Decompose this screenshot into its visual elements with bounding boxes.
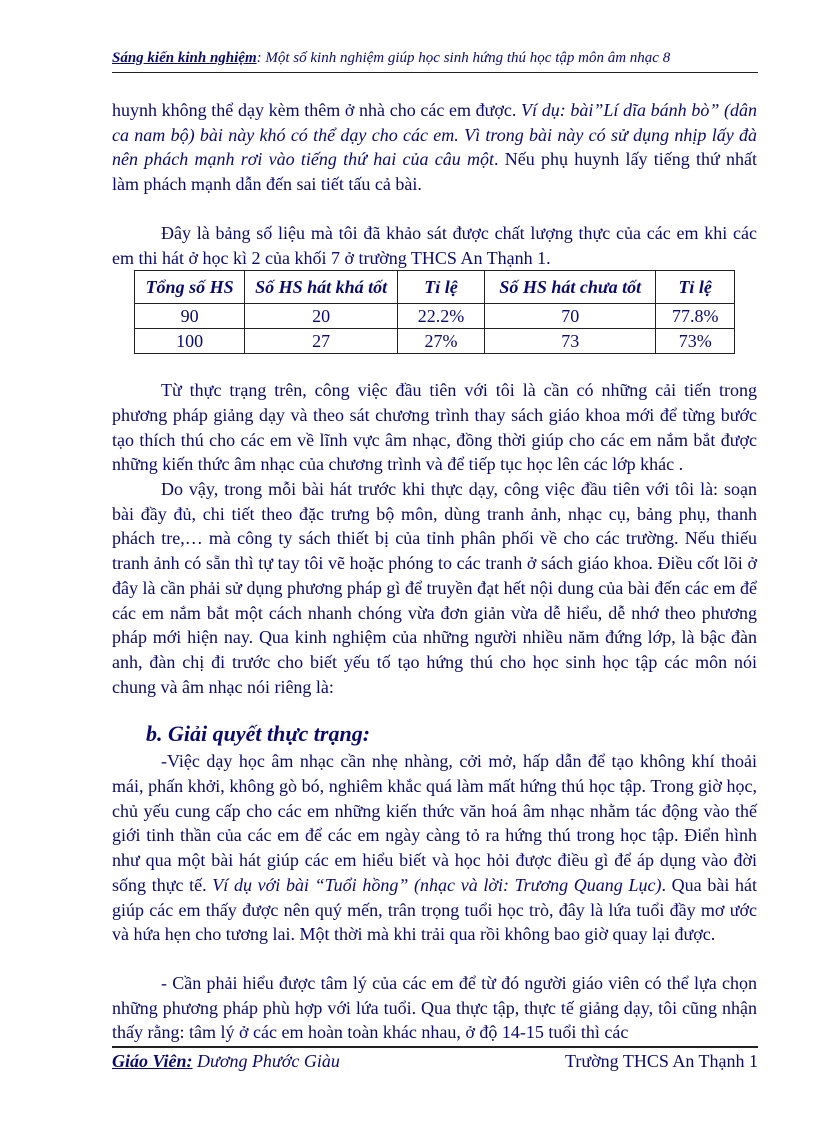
col-header: Tỉ lệ — [398, 271, 485, 304]
footer-rule — [112, 1046, 758, 1048]
footer-label: Giáo Viên: — [112, 1051, 193, 1071]
table-cell: 77.8% — [656, 304, 735, 329]
table-row — [135, 329, 735, 354]
p1-text: huynh không thể dạy kèm thêm ở nhà cho các em được. — [112, 100, 522, 120]
teacher-name: Dương Phước Giàu — [192, 1051, 340, 1071]
col-header: Tỉ lệ — [656, 271, 735, 304]
page-content — [112, 98, 757, 1045]
paragraph-4: Do vậy, trong mỗi bài hát trước khi thực dạy, công việc đầu tiên với tôi là: soạn bài đầy đủ, chi tiết theo đặc trưng bộ môn, dùng tranh ảnh, nhạc cụ, bảng phụ, thanh phách tre,… mà công ty sách thiết bị của tỉnh phân phối về cho các trường. Nếu thiếu tranh ảnh có sẵn thì tự tay tôi vẽ hoặc phóng to các tranh ở sách giáo khoa. Điều cốt lõi ở đây là cần phải sử dụng phương pháp gì để truyền đạt hết nội dung của bài đến các em để các em nắm bắt một cách nhanh chóng vừa đơn giản vừa dễ hiểu, dễ nhớ theo phương pháp mới hiện nay. Qua kinh nghiệm của những người nhiều năm đứng lớp, là bậc đàn anh, đàn chị đi trước cho biết yếu tố tạo hứng thú cho học sinh học tập các môn nói chung và âm nhạc nói riêng là: — [112, 479, 757, 697]
table-cell: 27% — [398, 329, 485, 354]
paragraph-3: Từ thực trạng trên, công việc đầu tiên với tôi là cần có những cải tiến trong phương pháp giảng dạy và theo sát chương trình thay sách giáo khoa mới để từng bước tạo thích thú cho các em về lĩnh vực âm nhạc, đồng thời giúp cho các em nắm bắt được những kiến thức âm nhạc của chương trình và để tiếp tục học lên các lớp khác . — [112, 380, 757, 475]
table-cell: 73 — [485, 329, 656, 354]
col-header: Số HS hát chưa tốt — [485, 271, 656, 304]
header-title: : Một số kinh nghiệm giúp học sinh hứng thú học tập môn âm nhạc 8 — [256, 50, 671, 66]
survey-table — [134, 270, 735, 354]
table-cell: 90 — [135, 304, 245, 329]
paragraph-5 — [112, 749, 757, 947]
col-header: Số HS hát khá tốt — [245, 271, 398, 304]
table-cell: 22.2% — [398, 304, 485, 329]
footer-teacher — [112, 1051, 340, 1072]
p1-example: Ví dụ: bài”Lí dĩa bánh bò” (dân ca nam bộ) bài này khó có thể dạy cho các em. Vì trong bài này có sử dụng nhịp lấy đà nên phách mạnh rơi vào tiếng thứ hai của câu một — [112, 100, 757, 170]
p5-text: -Việc dạy học âm nhạc cần nhẹ nhàng, cởi mở, hấp dẫn để tạo không khí thoải mái, phấn khởi, không gò bó, nghiêm khắc quá làm mất hứng thú học tập. Trong giờ học, chủ yếu cung cấp cho các em những kiến thức văn hoá âm nhạc nhằm tác động vào thế giới tinh thần của các em để các em ngày càng tỏ ra hứng thú trong học tập. Điển hình như qua một bài hát giúp các em hiểu biết và học hỏi được điều gì để áp dụng vào đời sống thực tế. — [112, 751, 757, 895]
table-header-row — [135, 271, 735, 304]
p1-text-end: . Nếu phụ huynh lấy tiếng thứ nhất làm phách mạnh dẫn đến sai tiết tấu cả bài. — [112, 149, 757, 195]
paragraph-2: Đây là bảng số liệu mà tôi đã khảo sát được chất lượng thực của các em khi các em thi hát ở học kì 2 của khối 7 ở trường THCS An Thạnh 1. — [112, 222, 757, 268]
p5-example: Ví dụ với bài “Tuổi hồng” (nhạc và lời: Trương Quang Lục) — [212, 874, 662, 895]
table-cell: 100 — [135, 329, 245, 354]
header-rule — [112, 72, 758, 73]
paragraph-1 — [112, 98, 757, 197]
table-cell: 20 — [245, 304, 398, 329]
table-cell: 27 — [245, 329, 398, 354]
paragraph-6: - Cần phải hiểu được tâm lý của các em để từ đó người giáo viên có thể lựa chọn những phương pháp phù hợp với lứa tuổi. Qua thực tập, thực tế giảng dạy, tôi cũng nhận thấy rằng: tâm lý ở các em hoàn toàn khác nhau, ở độ 14-15 tuổi thì các — [112, 972, 757, 1043]
col-header: Tổng số HS — [135, 271, 245, 304]
table-row — [135, 304, 735, 329]
header-label: Sáng kiến kinh nghiệm — [112, 50, 257, 66]
footer-school: Trường THCS An Thạnh 1 — [565, 1051, 758, 1071]
section-heading: b. Giải quyết thực trạng: — [146, 721, 371, 747]
p5-text-end: . Qua bài hát giúp các em thấy được nên quý mến, trân trọng tuổi học trò, đây là lứa tuổi đầy mơ ước và hứa hẹn cho tương lai. Một thời mà khi trải qua rồi không bao giờ quay lại được. — [112, 874, 757, 945]
table-cell: 73% — [656, 329, 735, 354]
page-header — [112, 50, 758, 67]
table-cell: 70 — [485, 304, 656, 329]
